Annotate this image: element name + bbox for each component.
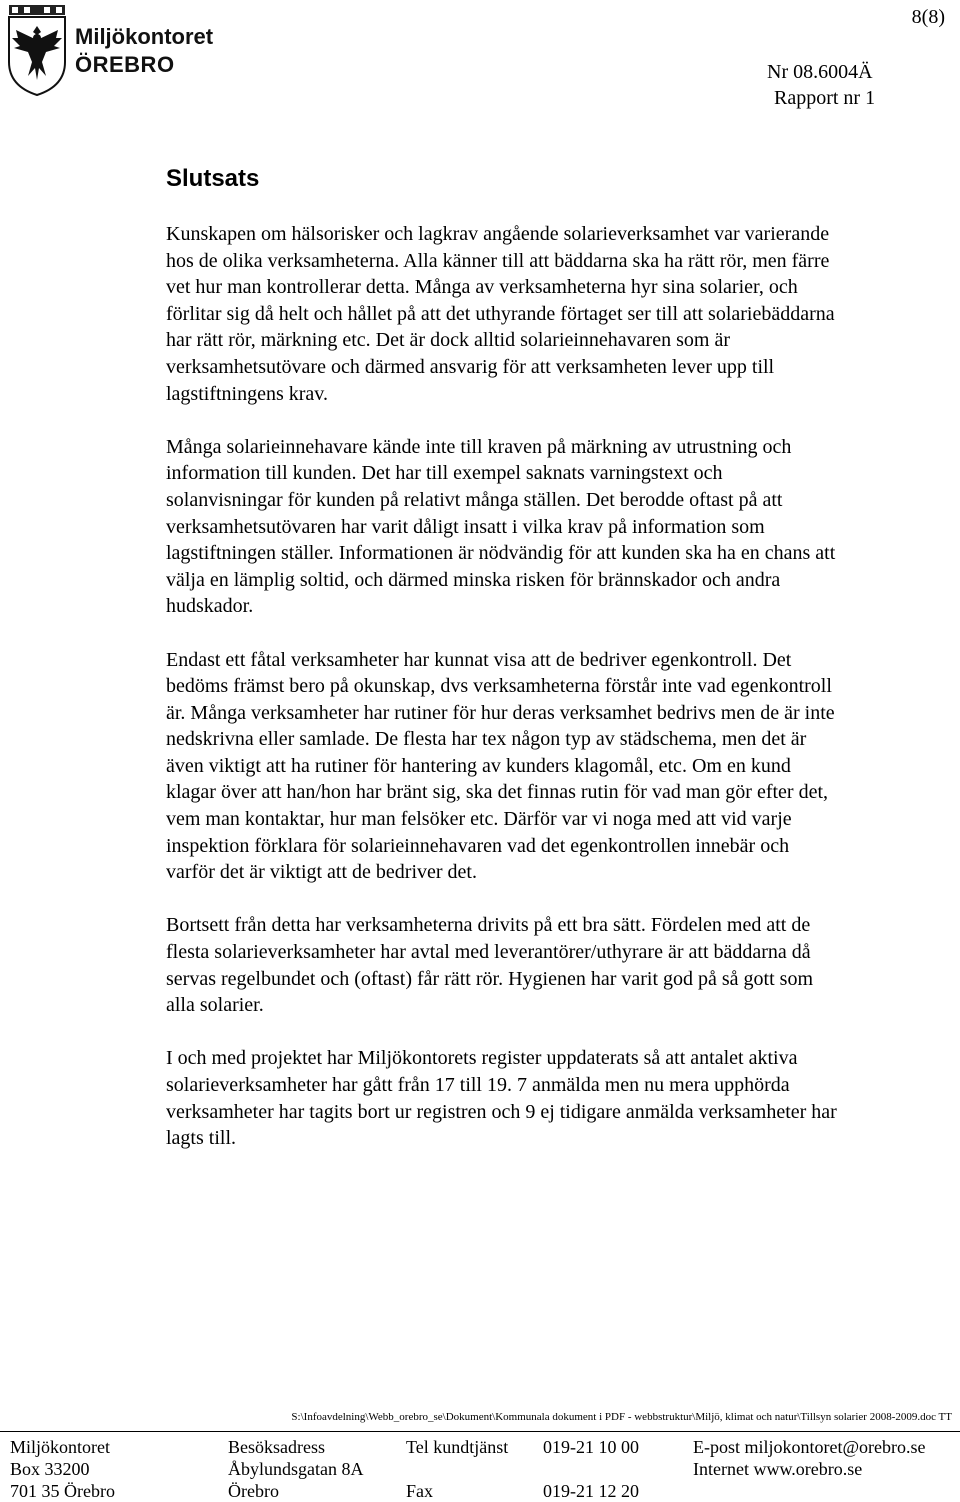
paragraph-line: Många solarieinnehavare kände inte till kraven på märkning av utrustning och: [166, 435, 792, 458]
footer-fax-label: Fax: [406, 1481, 433, 1501]
paragraph-line: välja en lämplig soltid, och därmed minska risken för brännskador och andra: [166, 568, 781, 591]
paragraph-line: vet hur man kontrollerar detta. Många av verksamheterna hyr sina solarier, och: [166, 276, 798, 299]
paragraph-line: lagstiftningens krav.: [166, 382, 329, 405]
paragraph-line: har rätt rör, märkning etc. Det är dock alltid solarieinnehavaren som är: [166, 329, 730, 352]
paragraph: [166, 1045, 956, 1151]
footer-email: E-post miljokontoret@orebro.se: [693, 1437, 926, 1457]
paragraph-line: även viktigt att ha rutiner för hantering av kunders klagomål, etc. Om en kund: [166, 754, 791, 777]
paragraph-line: är. Många verksamheter har rutiner för hur deras verksamhet bedrivs men de är inte: [166, 701, 835, 724]
footer-visit-label: Besöksadress: [228, 1437, 325, 1457]
paragraph-line: servas regelbundet och (oftast) får rätt rör. Hygienen har varit god på så gott som: [166, 967, 814, 990]
footer-office-box: Box 33200: [10, 1459, 90, 1479]
paragraph-line: Bortsett från detta har verksamheterna drivits på ett bra sätt. Fördelen med att de: [166, 914, 811, 937]
paragraph-line: hos de olika verksamheterna. Alla känner till att bäddarna ska ha rätt rör, men färre: [166, 249, 830, 272]
section-heading: Slutsats: [166, 165, 260, 192]
paragraph-line: alla solarier.: [166, 994, 264, 1017]
paragraph-line: lagts till.: [166, 1127, 236, 1150]
paragraph-line: solarieverksamheter har gått från 17 till 19. 7 anmälda men nu mera upphörda: [166, 1074, 790, 1096]
paragraph-line: inspektion förklara för solarieinnehavaren vad det egenkontrollen innebär och: [166, 834, 790, 857]
paragraph-line: flesta solarieverksamheter har avtal med leverantörer/uthyrare är att bäddarna då: [166, 941, 811, 964]
file-path: S:\Infoavdelning\Webb_orebro_se\Dokument\Kommunala dokument i PDF - webbstruktur\Miljö, klimat och natur\Tillsyn solarier 2008-2009.doc TT: [291, 1411, 952, 1423]
footer-office-name: Miljökontoret: [10, 1437, 110, 1457]
footer-visit-street: Åbylundsgatan 8A: [228, 1459, 364, 1479]
report-number: Rapport nr 1: [774, 87, 876, 109]
paragraph-line: solanvisningar för kunden på relativt många ställen. Det berodde oftast på att: [166, 488, 783, 511]
footer-visit-city: Örebro: [228, 1481, 279, 1501]
logo-city: ÖREBRO: [75, 52, 175, 77]
paragraph: [166, 221, 956, 407]
paragraph-line: verksamhetsutövare och därmed ansvarig för att verksamheten lever upp till: [166, 355, 775, 378]
orebro-crest-icon: [6, 4, 68, 96]
paragraph-line: verksamheter har tagits bort ur registren och 9 ej tidigare anmälda verksamheter har: [166, 1100, 837, 1123]
paragraph-line: förlitar sig då helt och hållet på att det uthyrande förtaget ser till att solariebäddarna: [166, 302, 835, 325]
document-number: Nr 08.6004Ä: [767, 61, 873, 83]
paragraph-line: vem man kontaktar, hur man felsöker etc. Därför var vi noga med att vid varje: [166, 808, 792, 831]
paragraph-line: I och med projektet har Miljökontorets register uppdaterats så att antalet aktiva: [166, 1047, 798, 1070]
paragraph: [166, 434, 956, 620]
body-text: [166, 221, 956, 1178]
paragraph: [166, 912, 956, 1018]
paragraph-line: bedöms främst bero på okunskap, dvs verksamheterna förstår inte vad egenkontroll: [166, 675, 832, 698]
logo-name: Miljökontoret: [75, 24, 214, 49]
footer-divider: [0, 1431, 960, 1432]
paragraph-line: information till kunden. Det har till exempel saknats varningstext och: [166, 462, 723, 485]
paragraph-line: Endast ett fåtal verksamheter har kunnat visa att de bedriver egenkontroll. Det: [166, 648, 792, 671]
paragraph-line: hudskador.: [166, 595, 254, 618]
page-number: 8(8): [911, 6, 945, 28]
paragraph-line: nedskrivna eller samlade. De flesta har tex någon typ av städschema, men det är: [166, 728, 807, 751]
paragraph-line: Kunskapen om hälsorisker och lagkrav angående solarieverksamhet var varierande: [166, 223, 830, 245]
miljokontoret-logo: [6, 4, 236, 96]
footer: [0, 1434, 960, 1501]
paragraph-line: lagstiftningen ställer. Informationen är nödvändig för att kunden ska ha en chans att: [166, 542, 836, 565]
footer-fax-value: 019-21 12 20: [543, 1481, 639, 1501]
paragraph-line: klagar över att han/hon har bränt sig, ska det finnas rutin för vad man gör efter det,: [166, 781, 829, 804]
footer-office-postal: 701 35 Örebro: [10, 1481, 115, 1501]
footer-phone-label: Tel kundtjänst: [406, 1437, 509, 1457]
footer-phone-value: 019-21 10 00: [543, 1437, 639, 1457]
footer-internet: Internet www.orebro.se: [693, 1459, 863, 1479]
paragraph-line: varför det är viktigt att de bedriver det.: [166, 861, 477, 884]
paragraph: [166, 647, 956, 886]
paragraph-line: verksamhetsutövaren har varit dåligt insatt i vilka krav på information som: [166, 515, 765, 538]
